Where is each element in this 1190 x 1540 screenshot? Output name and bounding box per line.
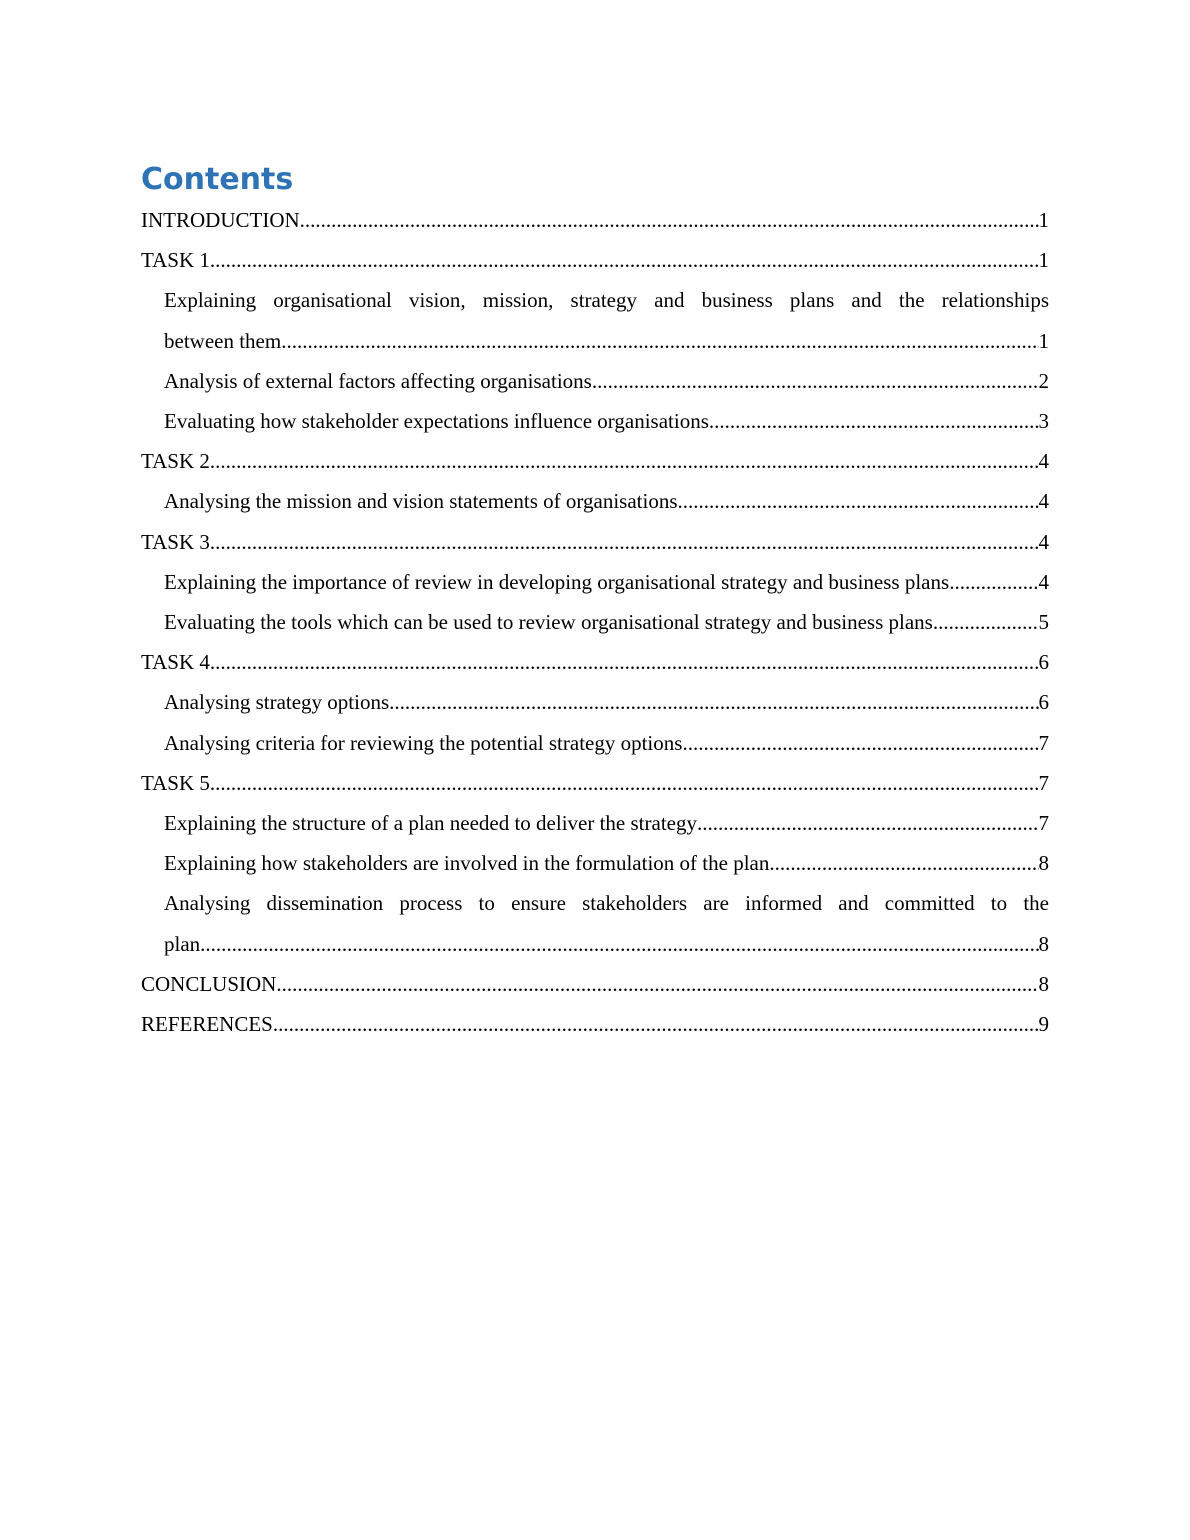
toc-leader-dots bbox=[592, 361, 1039, 401]
toc-entry-label-line1: Explaining organisational vision, mission, strategy and business plans and the relationships bbox=[164, 288, 1049, 313]
toc-entry-label: TASK 3 bbox=[141, 529, 210, 554]
toc-leader-dots bbox=[210, 522, 1039, 562]
toc-entry-task-5[interactable] bbox=[141, 763, 1049, 803]
toc-leader-dots bbox=[709, 401, 1039, 441]
toc-leader-dots bbox=[210, 441, 1039, 481]
toc-leader-dots bbox=[300, 200, 1039, 240]
toc-entry-page: 5 bbox=[1038, 610, 1049, 635]
toc-entry-strategy-options[interactable] bbox=[141, 682, 1049, 722]
toc-entry-label: CONCLUSION bbox=[141, 971, 277, 996]
toc-entry-line2 bbox=[164, 924, 1049, 964]
toc-entry-page: 3 bbox=[1038, 409, 1049, 434]
toc-entry-stakeholder-expectations[interactable] bbox=[141, 401, 1049, 441]
toc-entry-introduction[interactable] bbox=[141, 200, 1049, 240]
toc-entry-page: 7 bbox=[1038, 770, 1049, 795]
toc-entry-label: REFERENCES bbox=[141, 1012, 273, 1037]
toc-entry-page: 6 bbox=[1038, 690, 1049, 715]
toc-entry-label-line1: Analysing dissemination process to ensure stakeholders are informed and committed to the bbox=[164, 891, 1049, 916]
toc-leader-dots bbox=[933, 602, 1039, 642]
toc-entry-label: Evaluating how stakeholder expectations influence organisations bbox=[164, 409, 709, 434]
toc-leader-dots bbox=[281, 321, 1038, 361]
toc-entry-review-tools[interactable] bbox=[141, 602, 1049, 642]
toc-leader-dots bbox=[276, 964, 1038, 1004]
toc-leader-dots bbox=[682, 723, 1038, 763]
toc-list bbox=[141, 200, 1049, 1044]
toc-entry-page: 8 bbox=[1038, 971, 1049, 996]
toc-entry-page: 4 bbox=[1038, 489, 1049, 514]
toc-entry-mission-vision-statements[interactable] bbox=[141, 481, 1049, 521]
toc-entry-task-1[interactable] bbox=[141, 240, 1049, 280]
toc-leader-dots bbox=[769, 843, 1038, 883]
toc-entry-task-2[interactable] bbox=[141, 441, 1049, 481]
toc-entry-label: TASK 1 bbox=[141, 248, 210, 273]
toc-entry-label: TASK 5 bbox=[141, 770, 210, 795]
toc-leader-dots bbox=[210, 763, 1039, 803]
toc-entry-task-4[interactable] bbox=[141, 642, 1049, 682]
toc-entry-label-line2: between them bbox=[164, 328, 282, 353]
toc-entry-label: Analysis of external factors affecting organisations bbox=[164, 368, 592, 393]
toc-entry-page: 9 bbox=[1038, 1012, 1049, 1037]
toc-entry-references[interactable] bbox=[141, 1004, 1049, 1044]
toc-entry-external-factors[interactable] bbox=[141, 361, 1049, 401]
toc-entry-page: 4 bbox=[1038, 529, 1049, 554]
toc-entry-page: 7 bbox=[1038, 811, 1049, 836]
toc-leader-dots bbox=[210, 642, 1039, 682]
document-page bbox=[141, 160, 1049, 1044]
toc-entry-conclusion[interactable] bbox=[141, 964, 1049, 1004]
toc-entry-page: 4 bbox=[1038, 449, 1049, 474]
toc-leader-dots bbox=[678, 481, 1039, 521]
toc-leader-dots bbox=[273, 1004, 1039, 1044]
toc-entry-page: 1 bbox=[1038, 208, 1049, 232]
toc-leader-dots bbox=[949, 562, 1038, 602]
toc-entry-label: Analysing the mission and vision statements of organisations bbox=[164, 489, 678, 514]
toc-entry-label: Analysing criteria for reviewing the potential strategy options bbox=[164, 730, 683, 755]
toc-entry-review-criteria[interactable] bbox=[141, 723, 1049, 763]
toc-leader-dots bbox=[697, 803, 1039, 843]
toc-entry-vision-mission[interactable] bbox=[141, 280, 1049, 360]
toc-entry-task-3[interactable] bbox=[141, 522, 1049, 562]
toc-entry-label: TASK 4 bbox=[141, 650, 210, 675]
toc-entry-page: 1 bbox=[1038, 248, 1049, 273]
toc-entry-line2 bbox=[164, 321, 1049, 361]
toc-entry-label: Analysing strategy options bbox=[164, 690, 390, 715]
toc-entry-stakeholder-involvement[interactable] bbox=[141, 843, 1049, 883]
toc-title: Contents bbox=[141, 162, 294, 197]
toc-entry-dissemination-process[interactable] bbox=[141, 883, 1049, 963]
toc-entry-page: 7 bbox=[1038, 730, 1049, 755]
toc-entry-page: 6 bbox=[1038, 650, 1049, 675]
toc-entry-label: INTRODUCTION bbox=[141, 208, 300, 232]
toc-leader-dots bbox=[210, 240, 1039, 280]
toc-entry-label: Evaluating the tools which can be used to review organisational strategy and business plans bbox=[164, 610, 933, 635]
toc-entry-label-line2: plan bbox=[164, 931, 201, 956]
toc-entry-label: TASK 2 bbox=[141, 449, 210, 474]
toc-leader-dots bbox=[389, 682, 1038, 722]
toc-entry-label: Explaining the importance of review in developing organisational strategy and business plans bbox=[164, 569, 950, 594]
toc-entry-page: 1 bbox=[1038, 328, 1049, 353]
toc-entry-plan-structure[interactable] bbox=[141, 803, 1049, 843]
toc-entry-page: 2 bbox=[1038, 368, 1049, 393]
toc-entry-label: Explaining how stakeholders are involved in the formulation of the plan bbox=[164, 851, 770, 876]
toc-leader-dots bbox=[200, 924, 1038, 964]
toc-entry-importance-of-review[interactable] bbox=[141, 562, 1049, 602]
toc-entry-page: 4 bbox=[1038, 569, 1049, 594]
toc-entry-page: 8 bbox=[1038, 931, 1049, 956]
toc-entry-page: 8 bbox=[1038, 851, 1049, 876]
toc-entry-label: Explaining the structure of a plan needed to deliver the strategy bbox=[164, 811, 697, 836]
